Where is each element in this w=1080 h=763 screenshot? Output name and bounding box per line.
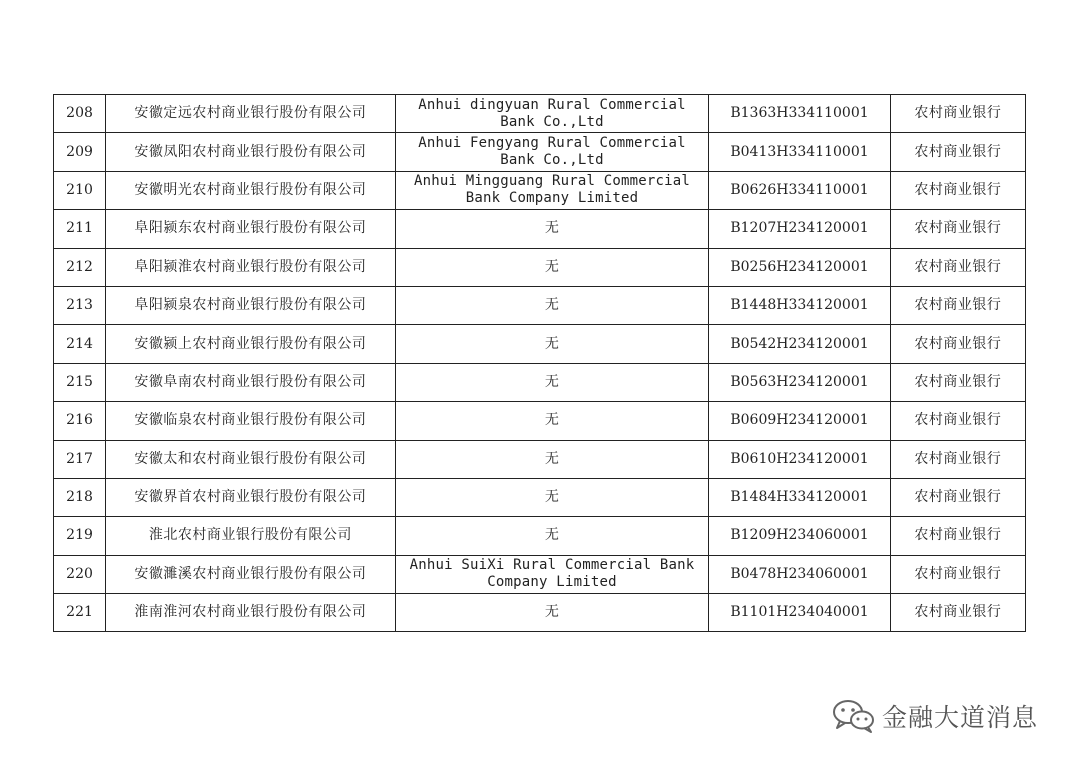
english-name-cell: 无 [395, 440, 709, 478]
watermark-text: 金融大道消息 [882, 703, 1039, 732]
bank-type-cell: 农村商业银行 [890, 171, 1025, 209]
bank-name-cell: 阜阳颍淮农村商业银行股份有限公司 [106, 248, 396, 286]
row-number-cell: 219 [54, 517, 106, 555]
institution-code-cell: B0413H334110001 [709, 133, 890, 171]
english-name-cell: 无 [395, 210, 709, 248]
row-number-cell: 221 [54, 594, 106, 632]
table-row [54, 478, 1026, 516]
table-row [54, 286, 1026, 324]
bank-name-cell: 安徽濉溪农村商业银行股份有限公司 [106, 555, 396, 593]
institution-code-cell: B0256H234120001 [709, 248, 890, 286]
bank-name-cell: 阜阳颍东农村商业银行股份有限公司 [106, 210, 396, 248]
row-number-cell: 217 [54, 440, 106, 478]
english-name-cell: 无 [395, 402, 709, 440]
row-number-cell: 220 [54, 555, 106, 593]
bank-name-cell: 安徽明光农村商业银行股份有限公司 [106, 171, 396, 209]
bank-type-cell: 农村商业银行 [890, 402, 1025, 440]
bank-name-cell: 淮南淮河农村商业银行股份有限公司 [106, 594, 396, 632]
wechat-icon [832, 698, 876, 734]
institution-code-cell: B0609H234120001 [709, 402, 890, 440]
bank-type-cell: 农村商业银行 [890, 248, 1025, 286]
institution-code-cell: B0478H234060001 [709, 555, 890, 593]
institution-code-cell: B0563H234120001 [709, 363, 890, 401]
table-row [54, 517, 1026, 555]
english-name-cell: 无 [395, 286, 709, 324]
row-number-cell: 208 [54, 95, 106, 133]
institution-code-cell: B1207H234120001 [709, 210, 890, 248]
english-name-cell: 无 [395, 594, 709, 632]
table-row [54, 555, 1026, 593]
institution-code-cell: B1363H334110001 [709, 95, 890, 133]
table-row [54, 171, 1026, 209]
bank-type-cell: 农村商业银行 [890, 325, 1025, 363]
english-name-cell: Anhui dingyuan Rural Commercial Bank Co.,Ltd [395, 95, 709, 133]
table-row [54, 248, 1026, 286]
english-name-cell: Anhui Fengyang Rural Commercial Bank Co.,Ltd [395, 133, 709, 171]
row-number-cell: 216 [54, 402, 106, 440]
institution-code-cell: B1101H234040001 [709, 594, 890, 632]
table-row [54, 402, 1026, 440]
bank-name-cell: 安徽定远农村商业银行股份有限公司 [106, 95, 396, 133]
bank-name-cell: 安徽凤阳农村商业银行股份有限公司 [106, 133, 396, 171]
institution-code-cell: B1448H334120001 [709, 286, 890, 324]
row-number-cell: 210 [54, 171, 106, 209]
bank-name-cell: 安徽阜南农村商业银行股份有限公司 [106, 363, 396, 401]
bank-name-cell: 淮北农村商业银行股份有限公司 [106, 517, 396, 555]
bank-type-cell: 农村商业银行 [890, 594, 1025, 632]
english-name-cell: 无 [395, 325, 709, 363]
table-body [54, 95, 1026, 632]
table-row [54, 440, 1026, 478]
row-number-cell: 209 [54, 133, 106, 171]
bank-type-cell: 农村商业银行 [890, 517, 1025, 555]
bank-type-cell: 农村商业银行 [890, 555, 1025, 593]
institution-code-cell: B1484H334120001 [709, 478, 890, 516]
table-row [54, 594, 1026, 632]
bank-name-cell: 阜阳颍泉农村商业银行股份有限公司 [106, 286, 396, 324]
bank-type-cell: 农村商业银行 [890, 210, 1025, 248]
bank-list-table [53, 94, 1026, 632]
english-name-cell: Anhui Mingguang Rural Commercial Bank Company Limited [395, 171, 709, 209]
row-number-cell: 211 [54, 210, 106, 248]
row-number-cell: 213 [54, 286, 106, 324]
table-row [54, 95, 1026, 133]
institution-code-cell: B0610H234120001 [709, 440, 890, 478]
institution-code-cell: B0626H334110001 [709, 171, 890, 209]
english-name-cell: 无 [395, 517, 709, 555]
row-number-cell: 212 [54, 248, 106, 286]
bank-name-cell: 安徽颍上农村商业银行股份有限公司 [106, 325, 396, 363]
table-row [54, 210, 1026, 248]
bank-type-cell: 农村商业银行 [890, 440, 1025, 478]
institution-code-cell: B0542H234120001 [709, 325, 890, 363]
english-name-cell: 无 [395, 248, 709, 286]
table-row [54, 325, 1026, 363]
bank-name-cell: 安徽界首农村商业银行股份有限公司 [106, 478, 396, 516]
english-name-cell: 无 [395, 363, 709, 401]
table-row [54, 363, 1026, 401]
row-number-cell: 214 [54, 325, 106, 363]
english-name-cell: 无 [395, 478, 709, 516]
watermark [832, 698, 1038, 734]
bank-name-cell: 安徽太和农村商业银行股份有限公司 [106, 440, 396, 478]
english-name-cell: Anhui SuiXi Rural Commercial Bank Company Limited [395, 555, 709, 593]
bank-type-cell: 农村商业银行 [890, 478, 1025, 516]
bank-type-cell: 农村商业银行 [890, 133, 1025, 171]
row-number-cell: 215 [54, 363, 106, 401]
row-number-cell: 218 [54, 478, 106, 516]
bank-type-cell: 农村商业银行 [890, 363, 1025, 401]
table-row [54, 133, 1026, 171]
institution-code-cell: B1209H234060001 [709, 517, 890, 555]
bank-name-cell: 安徽临泉农村商业银行股份有限公司 [106, 402, 396, 440]
bank-type-cell: 农村商业银行 [890, 95, 1025, 133]
bank-type-cell: 农村商业银行 [890, 286, 1025, 324]
